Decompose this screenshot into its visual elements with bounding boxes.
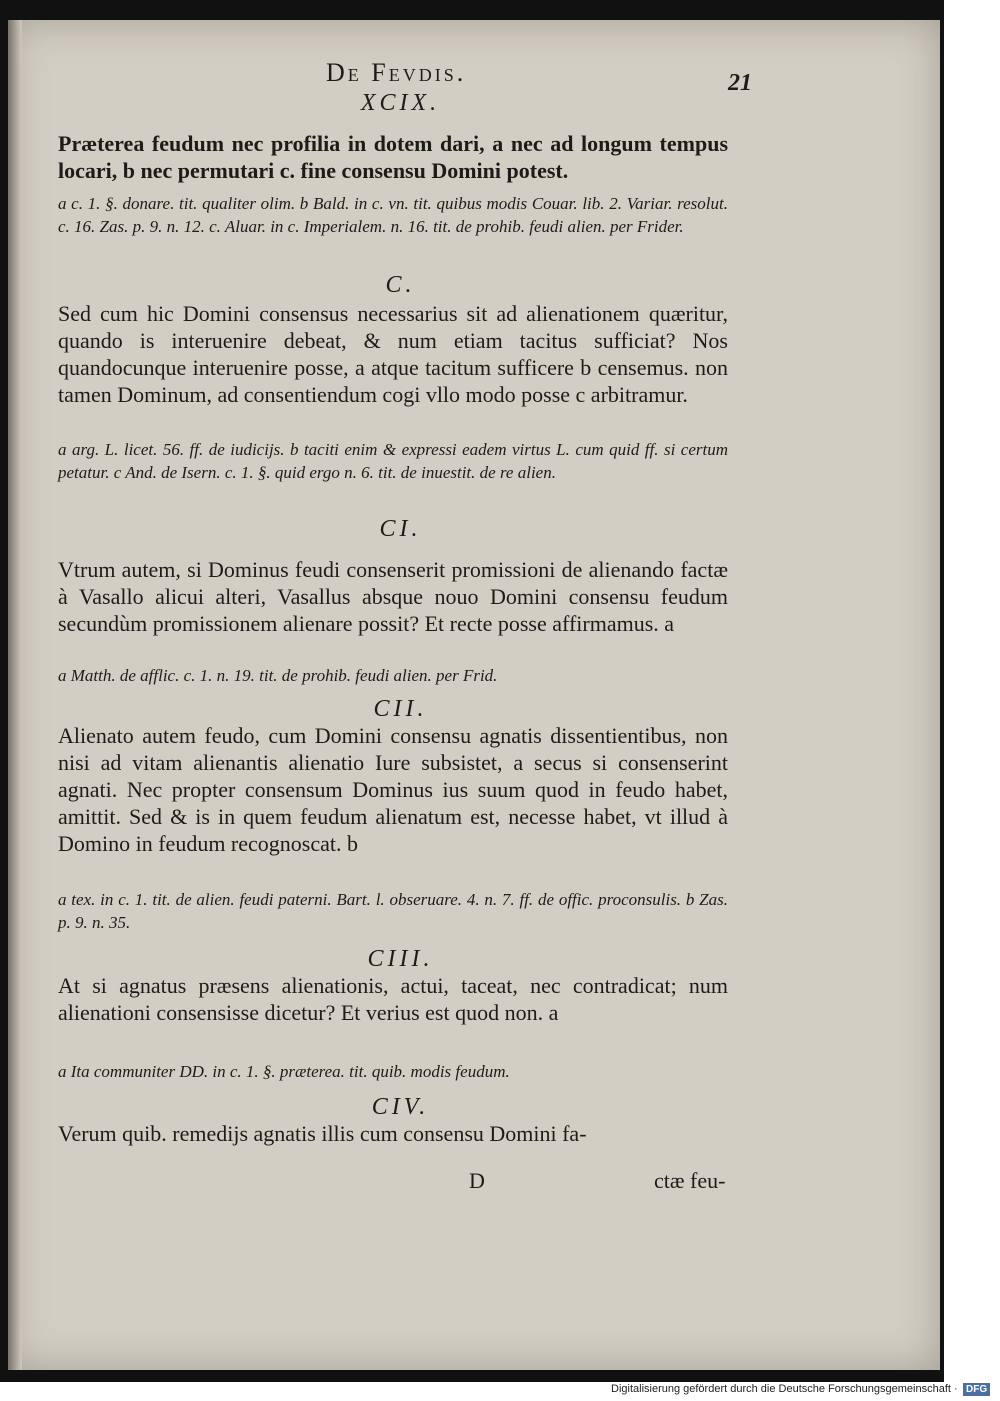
page-text [8, 20, 940, 1370]
section-heading: CIII. [367, 946, 434, 972]
catchword: ctæ feu- [654, 1168, 726, 1193]
section-heading: CI. [379, 516, 422, 542]
section-heading: CII. [373, 696, 428, 722]
section-text: Verum quib. remedijs agnatis illis cum consensu Domini fa- [58, 1121, 587, 1146]
section-notes: a c. 1. §. donare. tit. qualiter olim. b Bald. in c. vn. tit. quibus modis Couar. lib. 2. Variar. resolut. c. 16. Zas. p. 9. n. 12. c. Aluar. in c. Imperialem. n. 16. tit. de prohib. feudi alien. per Frider. [58, 194, 728, 236]
section-heading: CIV. [371, 1094, 430, 1120]
section-notes: a tex. in c. 1. tit. de alien. feudi paterni. Bart. l. obseruare. 4. n. 7. ff. de offic. proconsulis. b Zas. p. 9. n. 35. [58, 890, 728, 932]
running-head: De Fevdis. [326, 58, 467, 87]
section-text: Præterea feudum nec profilia in dotem dari, a nec ad longum tempus locari, b nec permutari c. fine consensu Domini potest. [58, 131, 728, 183]
section-notes: a Matth. de afflic. c. 1. n. 19. tit. de prohib. feudi alien. per Frid. [58, 666, 498, 685]
section-text: At si agnatus præsens alienationis, actui, taceat, nec contradicat; num alienationi consensisse dicetur? Et verius est quod non. a [58, 973, 728, 1025]
section-notes: a Ita communiter DD. in c. 1. §. præterea. tit. quib. modis feudum. [58, 1062, 510, 1081]
digitization-credit: Digitalisierung gefördert durch die Deutsche Forschungsgemeinschaft · [611, 1383, 958, 1395]
section-heading: XCIX. [360, 90, 441, 116]
section-text: Sed cum hic Domini consensus necessarius sit ad alienationem quæritur, quando is interuenire debeat, & num etiam tacitus sufficiat? Nos quandocunque interuenire posse, a atque tacitum sufficere b censemus. non tamen Dominum, ad consentiendum cogi vllo modo posse c arbitramur. [58, 301, 728, 407]
folio-number: 21 [728, 70, 752, 96]
dfg-logo: DFG [963, 1383, 990, 1396]
section-text: Vtrum autem, si Dominus feudi consenserit promissioni de alienando factæ à Vasallo alicui alteri, Vasallus absque nouo Domini consensu feudum secundùm promissionem alienare possit? Et recte posse affirmamus. a [58, 557, 728, 636]
section-text: Alienato autem feudo, cum Domini consensu agnatis dissentientibus, non nisi ad vitam alienantis alienatio Iure subsistet, a secus si consenserint agnati. Nec propter consensum Dominus ius suum quod in feudo habet, amittit. Sed & is in quem feudum alienatum est, necesse habet, vt illud à Domino in feudum recognoscat. b [58, 723, 728, 856]
book-page [8, 20, 940, 1370]
section-notes: a arg. L. licet. 56. ff. de iudicijs. b taciti enim & expressi eadem virtus L. cum quid ff. si certum petatur. c And. de Isern. c. 1. §. quid ergo n. 6. tit. de inuestit. de re alien. [58, 440, 728, 482]
signature-mark: D [469, 1168, 485, 1193]
section-heading: C. [385, 272, 416, 298]
